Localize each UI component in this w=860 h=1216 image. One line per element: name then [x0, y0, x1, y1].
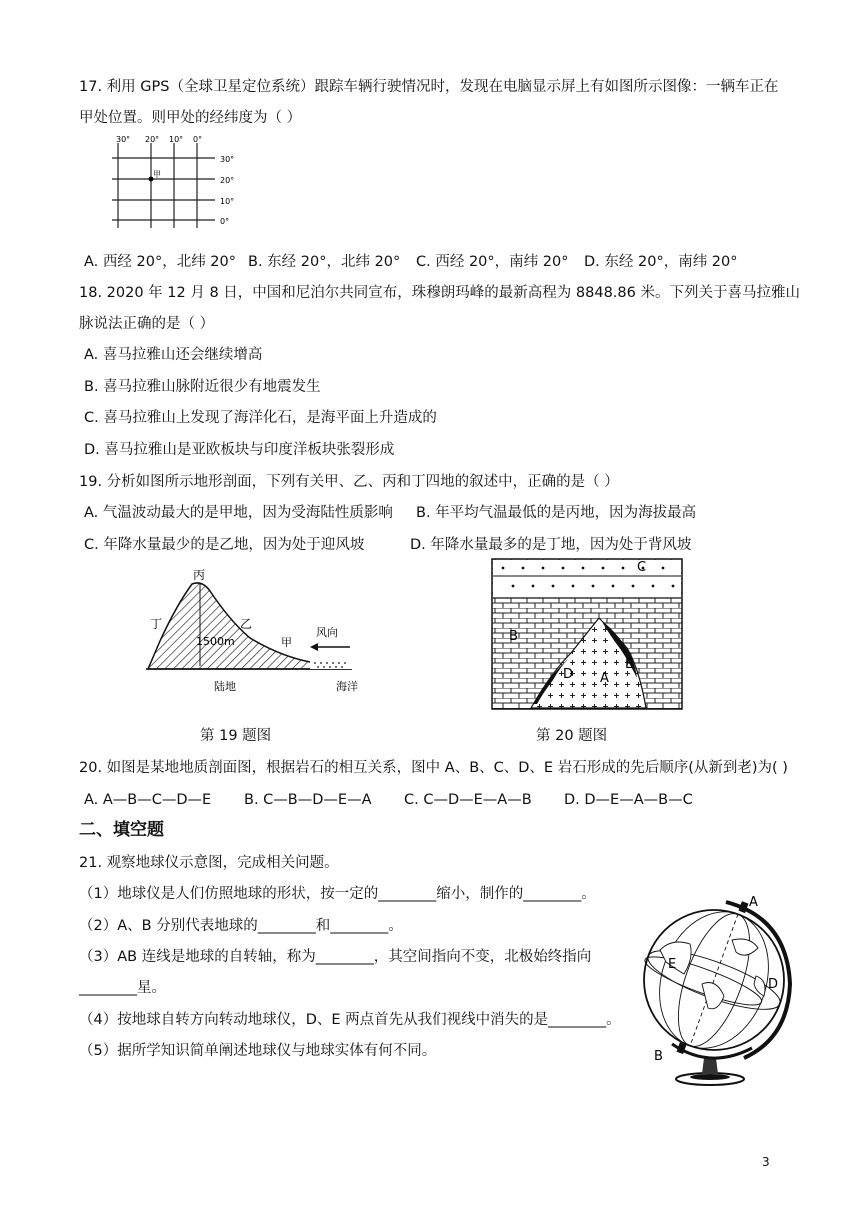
q18-option-a: A. 喜马拉雅山还会继续增高 [84, 347, 263, 363]
q18-stem-line1: 18. 2020 年 12 月 8 日，中国和尼泊尔共同宣布，珠穆朗玛峰的最新高程为 8848.86 米。下列关于喜马拉雅山 [79, 285, 800, 301]
q18-option-b: B. 喜马拉雅山脉附近很少有地震发生 [84, 379, 321, 395]
fig20-geology-section [491, 558, 683, 710]
q19-option-d: D. 年降水量最多的是丁地，因为处于背风坡 [410, 537, 692, 553]
fig19-terrain-profile [140, 566, 360, 696]
q21-stem: 21. 观察地球仪示意图，完成相关问题。 [79, 855, 339, 871]
q18-option-d: D. 喜马拉雅山是亚欧板块与印度洋板块张裂形成 [84, 442, 395, 458]
label-height: 1500m [196, 635, 235, 648]
page-number: 3 [762, 1155, 770, 1169]
grid-top-label: 20° [145, 135, 160, 144]
q20-option-a: A. A—B—C—D—E [84, 792, 212, 808]
q18-stem-line2: 脉说法正确的是（ ） [79, 316, 215, 332]
q20-option-d: D. D—E—A—B—C [564, 792, 693, 808]
q17-option-a: A. 西经 20°，北纬 20° [84, 254, 237, 270]
q17-grid-figure [112, 132, 242, 230]
grid-top-label: 10° [169, 135, 184, 144]
fig19-caption: 第 19 题图 [200, 728, 272, 744]
globe-label-a: A [749, 895, 758, 910]
q18-option-c: C. 喜马拉雅山上发现了海洋化石，是海平面上升造成的 [84, 410, 437, 426]
grid-right-label: 0° [220, 217, 230, 226]
label-yi: 乙 [240, 617, 253, 631]
label-c: C [637, 560, 647, 575]
q21-part1: （1）地球仪是人们仿照地球的形状，按一定的________缩小，制作的________。 [79, 886, 596, 902]
q17-stem-line1: 17. 利用 GPS（全球卫星定位系统）跟踪车辆行驶情况时，发现在电脑显示屏上有如图所示图像：一辆车正在 [79, 79, 779, 95]
q17-option-b: B. 东经 20°，北纬 20° [248, 254, 401, 270]
q21-part5: （5）据所学知识简单阐述地球仪与地球实体有何不同。 [79, 1043, 437, 1059]
label-bing: 丙 [193, 568, 206, 582]
q20-stem: 20. 如图是某地地质剖面图，根据岩石的相互关系，图中 A、B、C、D、E 岩石形成的先后顺序(从新到老)为( ) [79, 760, 788, 776]
q17-stem-line2: 甲处位置。则甲处的经纬度为（ ） [79, 110, 302, 126]
grid-right-label: 30° [220, 155, 235, 164]
grid-top-label: 30° [116, 135, 131, 144]
q21-part2: （2）A、B 分别代表地球的________和________。 [79, 918, 403, 934]
wind-arrow [310, 643, 318, 651]
point-jia-label: 甲 [153, 170, 161, 179]
section-heading: 二、填空题 [79, 820, 164, 840]
label-b: B [509, 629, 518, 644]
grid-right-label: 20° [220, 176, 235, 185]
label-ding: 丁 [150, 617, 163, 631]
q20-option-b: B. C—B—D—E—A [244, 792, 372, 808]
globe-figure [632, 888, 812, 1088]
label-e: E [625, 657, 634, 672]
q21-part4: （4）按地球自转方向转动地球仪，D、E 两点首先从我们视线中消失的是________。 [79, 1012, 621, 1028]
q17-option-c: C. 西经 20°，南纬 20° [416, 254, 569, 270]
fig20-caption: 第 20 题图 [536, 728, 608, 744]
label-ocean: 海洋 [336, 680, 358, 693]
globe-label-d: D [768, 977, 779, 992]
label-wind: 风向 [316, 626, 338, 639]
grid-top-label: 0° [193, 135, 203, 144]
label-land: 陆地 [214, 680, 236, 693]
globe-label-b: B [654, 1049, 663, 1064]
q19-option-c: C. 年降水量最少的是乙地，因为处于迎风坡 [84, 537, 365, 553]
q19-stem: 19. 分析如图所示地形剖面，下列有关甲、乙、丙和丁四地的叙述中，正确的是（ ） [79, 474, 619, 490]
q17-option-d: D. 东经 20°，南纬 20° [584, 254, 738, 270]
globe-label-e: E [668, 957, 677, 972]
label-d: D [563, 667, 574, 682]
q21-part3-line1: （3）AB 连线是地球的自转轴，称为________，其空间指向不变，北极始终指向 [79, 949, 592, 965]
q19-option-b: B. 年平均气温最低的是丙地，因为海拔最高 [416, 505, 697, 521]
label-jia: 甲 [281, 636, 292, 649]
grid-right-label: 10° [220, 197, 235, 206]
label-a: A [600, 671, 609, 686]
q19-option-a: A. 气温波动最大的是甲地，因为受海陆性质影响 [84, 505, 393, 521]
q20-option-c: C. C—D—E—A—B [404, 792, 532, 808]
q21-part3-line2: ________星。 [79, 980, 166, 996]
